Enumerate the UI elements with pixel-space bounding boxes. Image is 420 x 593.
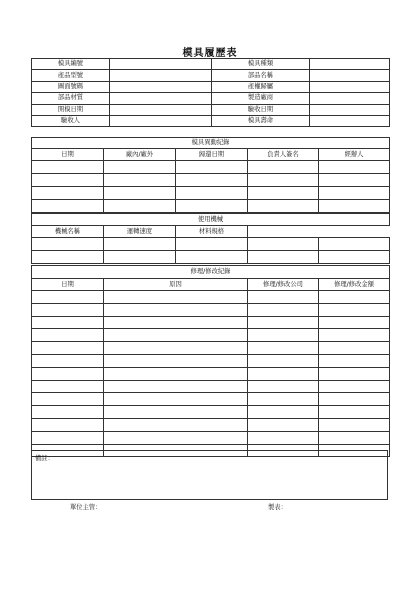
info-left-value[interactable] xyxy=(110,115,212,126)
column-header: 修理/修改金額 xyxy=(319,279,390,291)
info-right-label: 驗收日期 xyxy=(212,104,310,115)
info-left-value[interactable] xyxy=(110,81,212,92)
table-cell[interactable] xyxy=(319,418,390,431)
table-cell[interactable] xyxy=(32,316,104,329)
table-cell[interactable] xyxy=(248,161,319,174)
table-cell[interactable] xyxy=(104,342,248,355)
table-row xyxy=(32,329,390,342)
table-row xyxy=(32,380,390,393)
table-cell[interactable] xyxy=(104,393,248,406)
info-right-label: 部品名稱 xyxy=(212,70,310,81)
info-row xyxy=(32,59,390,70)
info-right-label: 製造廠商 xyxy=(212,93,310,104)
table-cell[interactable] xyxy=(32,354,104,367)
table-row xyxy=(32,291,390,304)
table-cell[interactable] xyxy=(32,251,104,264)
info-right-value[interactable] xyxy=(310,104,390,115)
info-right-value[interactable] xyxy=(310,81,390,92)
table-cell[interactable] xyxy=(248,367,319,380)
table-cell[interactable] xyxy=(32,187,104,200)
table-cell[interactable] xyxy=(32,393,104,406)
table-row xyxy=(32,406,390,419)
info-right-label: 模具壽命 xyxy=(212,115,310,126)
info-left-value[interactable] xyxy=(110,93,212,104)
info-left-value[interactable] xyxy=(110,59,212,70)
table-cell[interactable] xyxy=(319,187,390,200)
table-cell[interactable] xyxy=(248,187,319,200)
table-cell[interactable] xyxy=(319,393,390,406)
info-left-label: 產品型號 xyxy=(32,70,110,81)
table-cell[interactable] xyxy=(176,187,248,200)
table-cell[interactable] xyxy=(248,291,319,304)
table-row xyxy=(32,354,390,367)
table-cell[interactable] xyxy=(319,316,390,329)
info-left-label: 驗收人 xyxy=(32,115,110,126)
info-left-label: 模具編號 xyxy=(32,59,110,70)
table-cell[interactable] xyxy=(176,200,248,213)
table-cell[interactable] xyxy=(104,200,176,213)
table-cell[interactable] xyxy=(32,367,104,380)
table-row xyxy=(32,316,390,329)
column-header: 歸還日期 xyxy=(176,149,248,161)
table-cell[interactable] xyxy=(248,431,319,444)
table-cell[interactable] xyxy=(248,174,319,187)
table-cell[interactable] xyxy=(319,367,390,380)
table-cell[interactable] xyxy=(248,354,319,367)
table-cell[interactable] xyxy=(319,342,390,355)
info-row xyxy=(32,70,390,81)
table-cell[interactable] xyxy=(32,238,104,251)
table-cell[interactable] xyxy=(319,161,390,174)
column-header: 日期 xyxy=(32,279,104,291)
table-row xyxy=(32,238,390,251)
table-cell[interactable] xyxy=(176,161,248,174)
info-right-value[interactable] xyxy=(310,115,390,126)
column-header: 經辦人 xyxy=(319,149,390,161)
table-cell[interactable] xyxy=(248,418,319,431)
table-cell[interactable] xyxy=(104,187,176,200)
preparer-signature-label: 製表： xyxy=(268,504,287,511)
table-cell[interactable] xyxy=(248,393,319,406)
column-header: 廠內/廠外 xyxy=(104,149,176,161)
table-cell[interactable] xyxy=(32,200,104,213)
table-cell[interactable] xyxy=(104,354,248,367)
column-header: 負責人簽名 xyxy=(248,149,319,161)
table-row xyxy=(32,303,390,316)
table-row xyxy=(32,431,390,444)
table-cell[interactable] xyxy=(104,406,248,419)
info-row xyxy=(32,81,390,92)
mold-info-table xyxy=(31,58,390,127)
table-cell[interactable] xyxy=(319,238,390,251)
info-right-value[interactable] xyxy=(310,59,390,70)
info-row xyxy=(32,115,390,126)
table-cell[interactable] xyxy=(248,380,319,393)
column-header: 原因 xyxy=(104,279,248,291)
table-cell[interactable] xyxy=(32,418,104,431)
info-row xyxy=(32,104,390,115)
info-left-value[interactable] xyxy=(110,70,212,81)
column-header: 運轉速度 xyxy=(104,226,176,238)
table-cell[interactable] xyxy=(32,406,104,419)
table-cell[interactable] xyxy=(32,303,104,316)
machine-usage-table xyxy=(31,213,390,264)
column-header: 修理/修改公司 xyxy=(248,279,319,291)
table-cell[interactable] xyxy=(319,174,390,187)
table-row xyxy=(32,200,390,213)
table-cell[interactable] xyxy=(104,291,248,304)
table-cell[interactable] xyxy=(104,316,248,329)
table-row xyxy=(32,393,390,406)
info-left-label: 開模日期 xyxy=(32,104,110,115)
info-right-label: 模具種類 xyxy=(212,59,310,70)
info-left-label: 部品材質 xyxy=(32,93,110,104)
table-cell[interactable] xyxy=(248,342,319,355)
repair-record-table xyxy=(31,265,390,457)
info-right-value[interactable] xyxy=(310,93,390,104)
table-cell[interactable] xyxy=(319,329,390,342)
table-cell[interactable] xyxy=(319,406,390,419)
table-cell[interactable] xyxy=(248,329,319,342)
table-row xyxy=(32,418,390,431)
table-cell[interactable] xyxy=(104,251,176,264)
table-cell[interactable] xyxy=(319,380,390,393)
supervisor-signature-label: 單位主管： xyxy=(70,504,102,511)
info-right-value[interactable] xyxy=(310,70,390,81)
table-cell[interactable] xyxy=(32,329,104,342)
table-cell[interactable] xyxy=(319,431,390,444)
table-row xyxy=(32,174,390,187)
table-cell[interactable] xyxy=(104,367,248,380)
table-cell[interactable] xyxy=(248,303,319,316)
table-cell[interactable] xyxy=(104,380,248,393)
table-cell[interactable] xyxy=(319,354,390,367)
info-left-value[interactable] xyxy=(110,104,212,115)
table-cell[interactable] xyxy=(248,238,319,251)
table-cell[interactable] xyxy=(319,291,390,304)
table-cell[interactable] xyxy=(248,251,319,264)
table-cell[interactable] xyxy=(32,174,104,187)
remarks-label: 備註： xyxy=(35,455,54,462)
table-cell[interactable] xyxy=(248,406,319,419)
column-header: 材料規格 xyxy=(176,226,248,238)
table-row xyxy=(32,161,390,174)
table-cell[interactable] xyxy=(104,174,176,187)
table-cell[interactable] xyxy=(176,174,248,187)
column-header: 機械名稱 xyxy=(32,226,104,238)
table-cell[interactable] xyxy=(104,238,176,251)
table-cell[interactable] xyxy=(319,200,390,213)
column-header: 日期 xyxy=(32,149,104,161)
movement-heading: 模具異動紀錄 xyxy=(32,138,390,149)
table-cell[interactable] xyxy=(319,303,390,316)
machine-heading: 使用機械 xyxy=(32,214,390,226)
form-title: 模具履歷表 xyxy=(182,48,238,59)
remarks-box[interactable] xyxy=(31,450,388,500)
table-cell[interactable] xyxy=(104,431,248,444)
table-cell[interactable] xyxy=(319,251,390,264)
table-cell[interactable] xyxy=(176,238,248,251)
info-right-label: 產權歸屬 xyxy=(212,81,310,92)
info-row xyxy=(32,93,390,104)
table-cell[interactable] xyxy=(32,431,104,444)
table-cell[interactable] xyxy=(32,380,104,393)
table-cell[interactable] xyxy=(176,251,248,264)
table-cell[interactable] xyxy=(32,161,104,174)
repair-heading: 修理/修改紀錄 xyxy=(32,266,390,279)
table-cell[interactable] xyxy=(32,342,104,355)
table-cell[interactable] xyxy=(104,303,248,316)
table-cell[interactable] xyxy=(248,200,319,213)
table-cell[interactable] xyxy=(248,316,319,329)
table-cell[interactable] xyxy=(104,161,176,174)
table-cell[interactable] xyxy=(32,291,104,304)
table-cell[interactable] xyxy=(104,329,248,342)
table-cell[interactable] xyxy=(104,418,248,431)
info-left-label: 圖面號碼 xyxy=(32,81,110,92)
table-row xyxy=(32,342,390,355)
table-row xyxy=(32,367,390,380)
movement-record-table xyxy=(31,137,390,213)
table-row xyxy=(32,187,390,200)
table-row xyxy=(32,251,390,264)
